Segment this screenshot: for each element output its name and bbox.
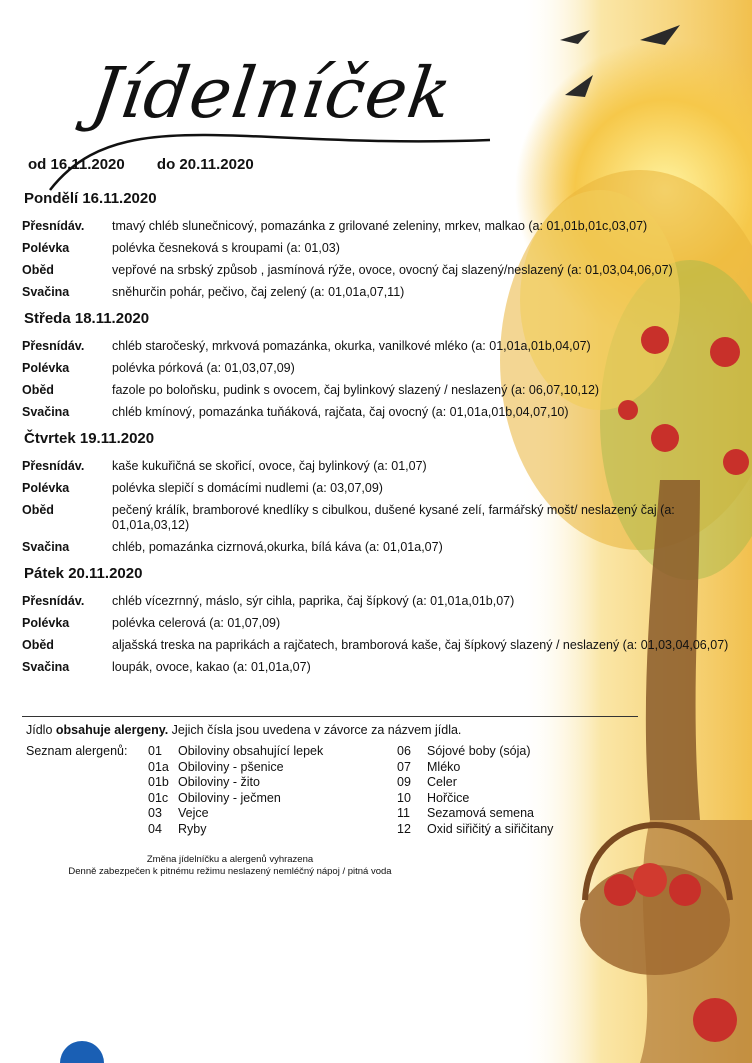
- meal-row: [22, 339, 742, 354]
- allergen-code: 01: [148, 744, 162, 758]
- allergen-item: [397, 822, 553, 838]
- allergen-name: Oxid siřičitý a siřičitany: [427, 821, 554, 836]
- menu-content: [22, 190, 742, 685]
- allergen-item: [397, 760, 553, 776]
- day-title: Pondělí 16.11.2020: [24, 190, 157, 207]
- day-section: [22, 430, 742, 555]
- meal-text: chléb staročeský, mrkvová pomazánka, okurka, vanilkové mléko (a: 01,01a,01b,04,07): [112, 339, 591, 353]
- meal-row: [22, 540, 742, 555]
- allergen-code: 11: [397, 806, 410, 820]
- meal-label: Svačina: [22, 660, 70, 674]
- day-title: Čtvrtek 19.11.2020: [24, 430, 155, 447]
- meal-row: [22, 503, 742, 533]
- meal-label: Přesnídáv.: [22, 219, 85, 233]
- allergen-name: Sezamová semena: [427, 806, 535, 820]
- meal-label: Oběd: [22, 638, 54, 652]
- footer-line-2: Denně zabezpečen k pitnému režimu neslazený nemléčný nápoj / pitná voda: [68, 866, 392, 877]
- allergen-list-right: [397, 744, 553, 837]
- meal-label: Polévka: [22, 481, 70, 495]
- allergen-note-post: Jejich čísla jsou uvedena v závorce za názvem jídla.: [168, 723, 462, 737]
- meal-label: Polévka: [22, 241, 70, 255]
- day-section: [22, 190, 742, 300]
- date-to: do 20.11.2020: [156, 156, 254, 173]
- meal-text: pečený králík, bramborové knedlíky s cibulkou, dušené kysané zelí, farmářský mošt/ neslazený čaj (a: 01,01a,03,12): [112, 503, 675, 532]
- meal-text: loupák, ovoce, kakao (a: 01,01a,07): [112, 660, 311, 674]
- allergen-list-left: [148, 744, 323, 837]
- meal-text: tmavý chléb slunečnicový, pomazánka z grilované zeleniny, mrkev, malkao (a: 01,01b,01c,03,07): [112, 219, 648, 233]
- allergen-code: 03: [148, 806, 162, 820]
- meal-row: [22, 405, 742, 420]
- allergen-code: 09: [397, 775, 411, 789]
- meal-label: Polévka: [22, 616, 70, 630]
- allergen-item: [148, 806, 323, 822]
- meal-text: vepřové na srbský způsob , jasmínová rýže, ovoce, ovocný čaj slazený/neslazený (a: 01,03,04,06,07): [112, 263, 673, 277]
- allergen-code: 01a: [148, 759, 169, 774]
- allergen-name: Obiloviny - ječmen: [178, 790, 281, 805]
- meal-text: polévka česneková s kroupami (a: 01,03): [112, 241, 340, 255]
- date-from: od 16.11.2020: [28, 156, 125, 173]
- allergen-name: Mléko: [427, 759, 461, 774]
- meal-text: aljašská treska na paprikách a rajčatech, bramborová kaše, čaj šípkový slazený / neslazený (a: 01,03,04,06,07): [112, 638, 729, 652]
- meal-text: chléb kmínový, pomazánka tuňáková, rajčata, čaj ovocný (a: 01,01a,01b,04,07,10): [112, 405, 569, 419]
- allergen-name: Obiloviny - žito: [178, 775, 260, 789]
- meal-row: [22, 219, 742, 234]
- allergen-code: 01b: [148, 775, 169, 789]
- meal-row: [22, 285, 742, 300]
- meal-text: polévka slepičí s domácími nudlemi (a: 03,07,09): [112, 481, 383, 495]
- meal-text: kaše kukuřičná se skořicí, ovoce, čaj bylinkový (a: 01,07): [112, 459, 427, 473]
- divider: [22, 716, 638, 717]
- allergen-item: [148, 760, 323, 776]
- logo-mark: [60, 1041, 104, 1063]
- allergen-item: [148, 775, 323, 791]
- allergen-code: 01c: [148, 790, 169, 805]
- meal-row: [22, 481, 742, 496]
- meal-label: Oběd: [22, 383, 54, 397]
- meal-text: polévka pórková (a: 01,03,07,09): [112, 361, 295, 375]
- meal-label: Oběd: [22, 503, 54, 517]
- allergen-item: [148, 822, 323, 838]
- allergen-item: [397, 744, 553, 760]
- meal-label: Přesnídáv.: [22, 339, 85, 353]
- meal-row: [22, 638, 742, 653]
- allergen-item: [397, 775, 553, 791]
- day-section: [22, 565, 742, 675]
- meal-label: Polévka: [22, 361, 70, 375]
- allergen-name: Obiloviny obsahující lepek: [178, 744, 324, 758]
- meal-row: [22, 660, 742, 675]
- allergen-name: Ryby: [178, 821, 207, 836]
- meal-text: polévka celerová (a: 01,07,09): [112, 616, 281, 630]
- meal-label: Svačina: [22, 285, 70, 299]
- allergen-item: [148, 791, 323, 807]
- meal-row: [22, 263, 742, 278]
- meal-text: sněhurčin pohár, pečivo, čaj zelený (a: 01,01a,07,11): [112, 285, 405, 299]
- allergen-name: Sójové boby (sója): [427, 744, 531, 758]
- footer-notes: [30, 854, 430, 878]
- allergen-list-label: Seznam alergenů:: [26, 744, 128, 758]
- date-range: [28, 156, 282, 173]
- meal-label: Oběd: [22, 263, 54, 277]
- page-title: Jídelníček: [86, 52, 458, 134]
- meal-row: [22, 459, 742, 474]
- allergen-note-bold: obsahuje alergeny.: [55, 723, 169, 737]
- allergen-code: 07: [397, 759, 411, 774]
- allergen-code: 12: [397, 821, 411, 836]
- footer-line-1: Změna jídelníčku a alergenů vyhrazena: [146, 854, 314, 865]
- allergen-name: Obiloviny - pšenice: [178, 759, 284, 774]
- meal-row: [22, 361, 742, 376]
- allergen-code: 06: [397, 744, 411, 758]
- allergen-code: 04: [148, 821, 162, 836]
- day-section: [22, 310, 742, 420]
- meal-label: Svačina: [22, 405, 70, 419]
- day-title: Pátek 20.11.2020: [24, 565, 143, 582]
- meal-row: [22, 616, 742, 631]
- day-title: Středa 18.11.2020: [24, 310, 150, 327]
- meal-label: Přesnídáv.: [22, 459, 85, 473]
- allergen-name: Hořčice: [427, 790, 470, 805]
- allergen-code: 10: [397, 790, 411, 805]
- allergen-item: [397, 791, 553, 807]
- meal-text: chléb, pomazánka cizrnová,okurka, bílá káva (a: 01,01a,07): [112, 540, 443, 554]
- meal-row: [22, 241, 742, 256]
- allergen-name: Vejce: [178, 806, 209, 820]
- meal-label: Svačina: [22, 540, 70, 554]
- meal-row: [22, 594, 742, 609]
- allergen-item: [148, 744, 323, 760]
- allergen-note-pre: Jídlo: [26, 723, 56, 737]
- meal-text: chléb vícezrnný, máslo, sýr cihla, paprika, čaj šípkový (a: 01,01a,01b,07): [112, 594, 515, 608]
- meal-text: fazole po boloňsku, pudink s ovocem, čaj bylinkový slazený / neslazený (a: 06,07,10,12): [112, 383, 600, 397]
- allergen-item: [397, 806, 553, 822]
- allergen-name: Celer: [427, 775, 457, 789]
- meal-label: Přesnídáv.: [22, 594, 85, 608]
- meal-row: [22, 383, 742, 398]
- allergen-note: [26, 723, 461, 737]
